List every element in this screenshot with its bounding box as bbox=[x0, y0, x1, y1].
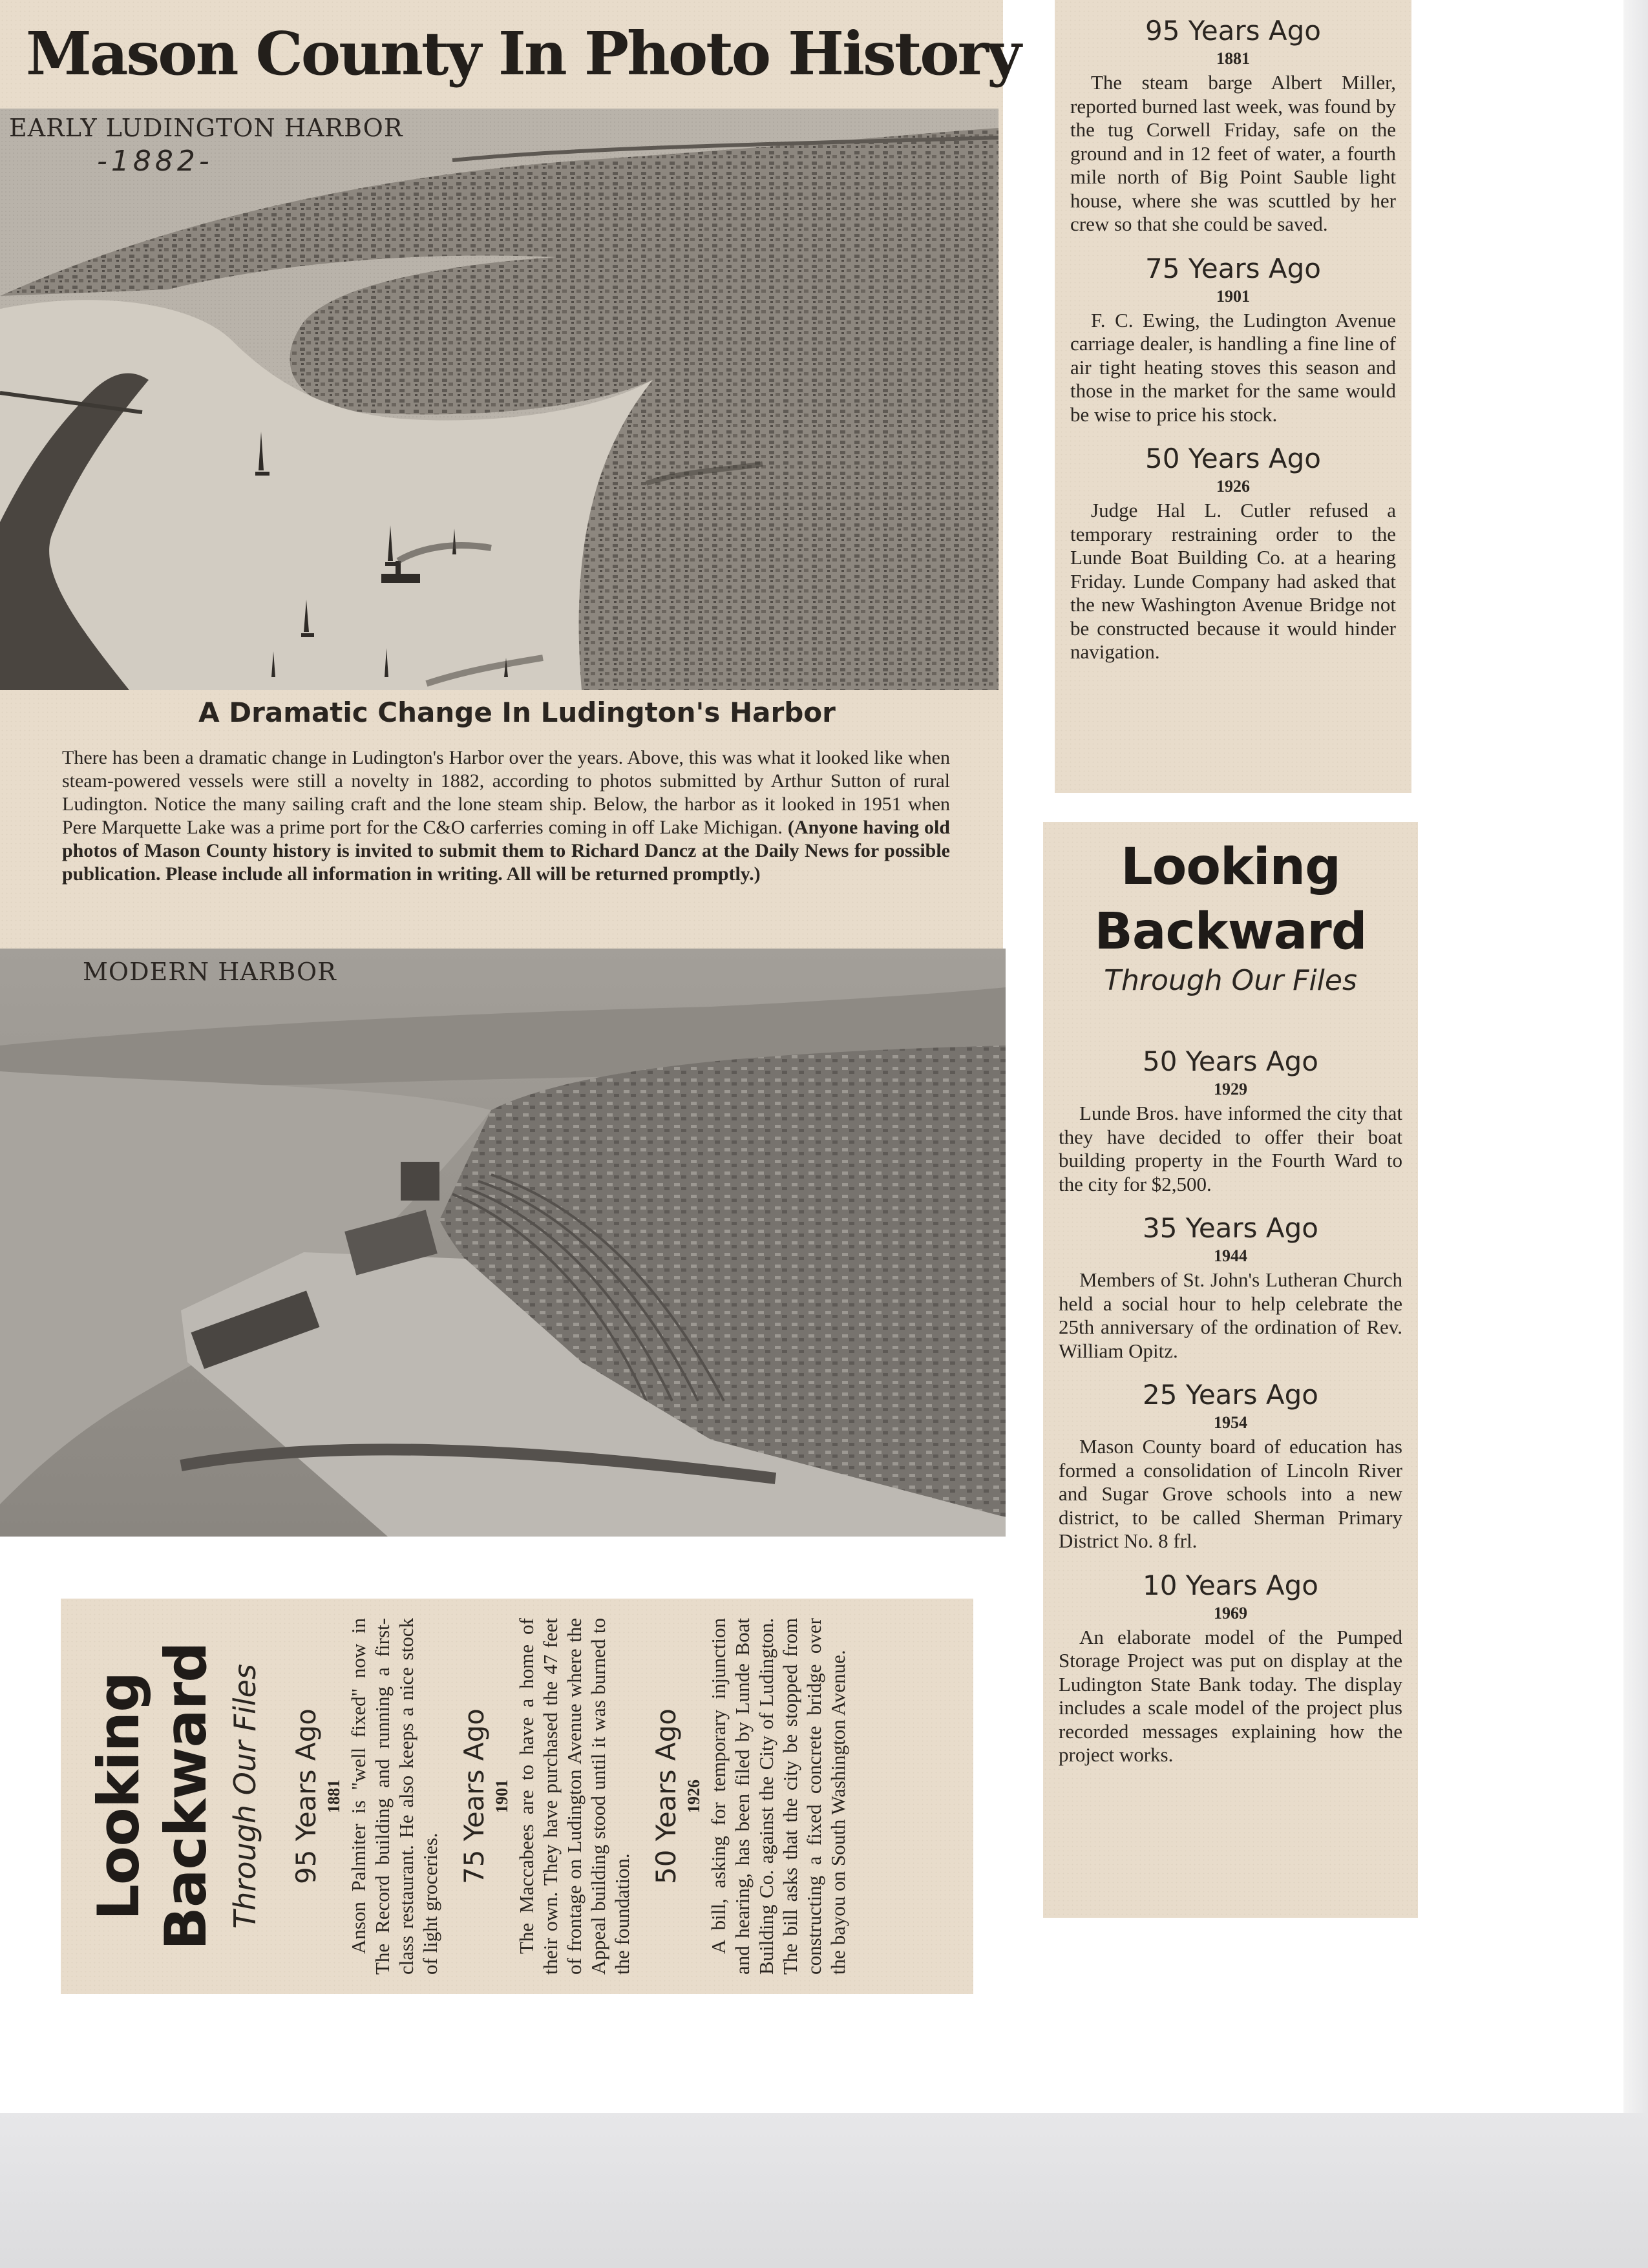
early-harbor-illustration bbox=[0, 109, 998, 690]
entry-heading: 50 Years Ago bbox=[1142, 1045, 1319, 1077]
entry-year: 1926 bbox=[1216, 477, 1250, 496]
entry-75-years bbox=[1070, 251, 1396, 427]
entry-95-years bbox=[288, 1618, 442, 1975]
entry-25-years bbox=[1059, 1377, 1402, 1553]
entry-year: 1881 bbox=[1216, 49, 1250, 68]
caption-submission-note: (Anyone having old photos of Mason County history is invited to submit them to Richard Dancz at the Daily News for possible publication. Please include all information in writing. All will be returned promptly.) bbox=[62, 817, 950, 885]
entry-year: 1926 bbox=[684, 1780, 703, 1813]
title-line-1: Looking bbox=[85, 1672, 152, 1921]
masthead: Mason County In Photo History bbox=[26, 19, 1020, 89]
modern-harbor-aerial bbox=[0, 949, 1006, 1537]
looking-backward-subtitle: Through Our Files bbox=[227, 1664, 262, 1929]
looking-backward-title bbox=[1059, 835, 1402, 964]
entry-year: 1901 bbox=[492, 1780, 511, 1813]
entry-year: 1881 bbox=[324, 1780, 343, 1813]
entry-heading: 95 Years Ago bbox=[290, 1708, 322, 1885]
caption-text: There has been a dramatic change in Ludington's Harbor over the years. Above, this was what it looked like when steam-powered vessels were still a novelty in 1882, according to photos submitted by Arthur Sutton of rural Ludington. Notice the many sailing craft and the lone steam ship. Below, the harbor as it looked in 1951 when Pere Marquette Lake was a prime port for the C&O carferries coming in off Lake Michigan. bbox=[62, 747, 950, 838]
page-edge bbox=[1623, 0, 1648, 2113]
modern-harbor-photo bbox=[0, 949, 1006, 1537]
background-surface bbox=[0, 2113, 1648, 2268]
entry-heading: 10 Years Ago bbox=[1142, 1569, 1319, 1601]
entry-heading: 50 Years Ago bbox=[1145, 443, 1322, 474]
entry-text: Judge Hal L. Cutler refused a temporary restraining order to the Lunde Boat Building Co. at a hearing Friday. Lunde Company had asked that the new Washington Avenue Bridge not be constructed because it would hinder navigation. bbox=[1070, 499, 1396, 663]
entry-50-years bbox=[648, 1618, 850, 1975]
entry-year: 1969 bbox=[1214, 1603, 1247, 1622]
entry-text: Anson Palmiter is "well fixed" now in The Record building and running a first-class restaurant. He also keeps a nice stock of light groceries. bbox=[347, 1618, 441, 1975]
entry-50-years bbox=[1070, 441, 1396, 664]
entry-year: 1944 bbox=[1214, 1246, 1247, 1265]
article-subhead: A Dramatic Change In Ludington's Harbor bbox=[198, 697, 836, 728]
looking-backward-clipping bbox=[1043, 822, 1418, 1918]
entry-text: F. C. Ewing, the Ludington Avenue carriage dealer, is handling a fine line of air tight heating stoves this season and those in the market for the same would be wise to price his stock. bbox=[1070, 308, 1396, 426]
entry-year: 1929 bbox=[1214, 1080, 1247, 1098]
entry-heading: 75 Years Ago bbox=[458, 1708, 490, 1885]
entry-year: 1901 bbox=[1216, 286, 1250, 306]
early-harbor-label: EARLY LUDINGTON HARBOR bbox=[9, 114, 403, 142]
entry-text: Mason County board of education has formed a consolidation of Lincoln River and Sugar Grove schools into a new district, to be called Sherman Primary District No. 8 frl. bbox=[1059, 1435, 1402, 1552]
years-ago-clipping-top bbox=[1055, 0, 1411, 793]
entry-year: 1954 bbox=[1214, 1413, 1247, 1432]
entry-heading: 25 Years Ago bbox=[1142, 1379, 1319, 1411]
entry-95-years bbox=[1070, 13, 1396, 236]
photo-history-clipping bbox=[0, 0, 1020, 1537]
rotated-clipping-content bbox=[61, 1599, 973, 1994]
entry-10-years bbox=[1059, 1568, 1402, 1767]
entry-50-years bbox=[1059, 1044, 1402, 1196]
handwritten-year: -1882- bbox=[97, 145, 213, 178]
title-line-2: Backward bbox=[1094, 903, 1367, 961]
entry-text: A bill, asking for temporary injunction and hearing, has been filed by Lunde Boat Building Co. against the City of Ludington. The bill asks that the city be stopped from constructing a fixed concrete bridge over the bayou on South Washington Avenue. bbox=[707, 1618, 849, 1975]
entry-75-years bbox=[456, 1618, 634, 1975]
looking-backward-subtitle: Through Our Files bbox=[1104, 964, 1357, 997]
entry-heading: 50 Years Ago bbox=[650, 1708, 682, 1885]
entry-heading: 75 Years Ago bbox=[1145, 252, 1322, 284]
title-line-1: Looking bbox=[1121, 838, 1340, 896]
entry-35-years bbox=[1059, 1210, 1402, 1363]
entry-text: The steam barge Albert Miller, reported burned last week, was found by the tug Corwell Friday, safe on the ground and in 12 feet of water, a fourth mile north of Big Point Sauble light house, where she was scuttled by her crew so that she could be saved. bbox=[1070, 71, 1396, 235]
entry-text: Lunde Bros. have informed the city that they have decided to offer their boat building property in the Fourth Ward to the city for $2,500. bbox=[1059, 1102, 1402, 1195]
entry-heading: 35 Years Ago bbox=[1142, 1212, 1319, 1244]
title-line-2: Backward bbox=[153, 1642, 219, 1951]
looking-backward-clipping-rotated bbox=[61, 1599, 973, 1994]
article-caption bbox=[62, 746, 950, 886]
looking-backward-title bbox=[85, 1618, 220, 1975]
entry-text: Members of St. John's Lutheran Church held a social hour to help celebrate the 25th anniversary of the ordination of Rev. William Opitz. bbox=[1059, 1268, 1402, 1362]
entry-text: The Maccabees are to have a home of their own. They have purchased the 47 feet of frontage on Ludington Avenue where the Appeal building stood until it was burned to the foundation. bbox=[515, 1618, 633, 1975]
entry-text: An elaborate model of the Pumped Storage Project was put on display at the Ludington State Bank today. The display includes a scale model of the project plus recorded messages explaining how the project works. bbox=[1059, 1625, 1402, 1766]
modern-harbor-label: MODERN HARBOR bbox=[83, 958, 337, 986]
early-harbor-photo bbox=[0, 109, 998, 690]
entry-heading: 95 Years Ago bbox=[1145, 15, 1322, 47]
